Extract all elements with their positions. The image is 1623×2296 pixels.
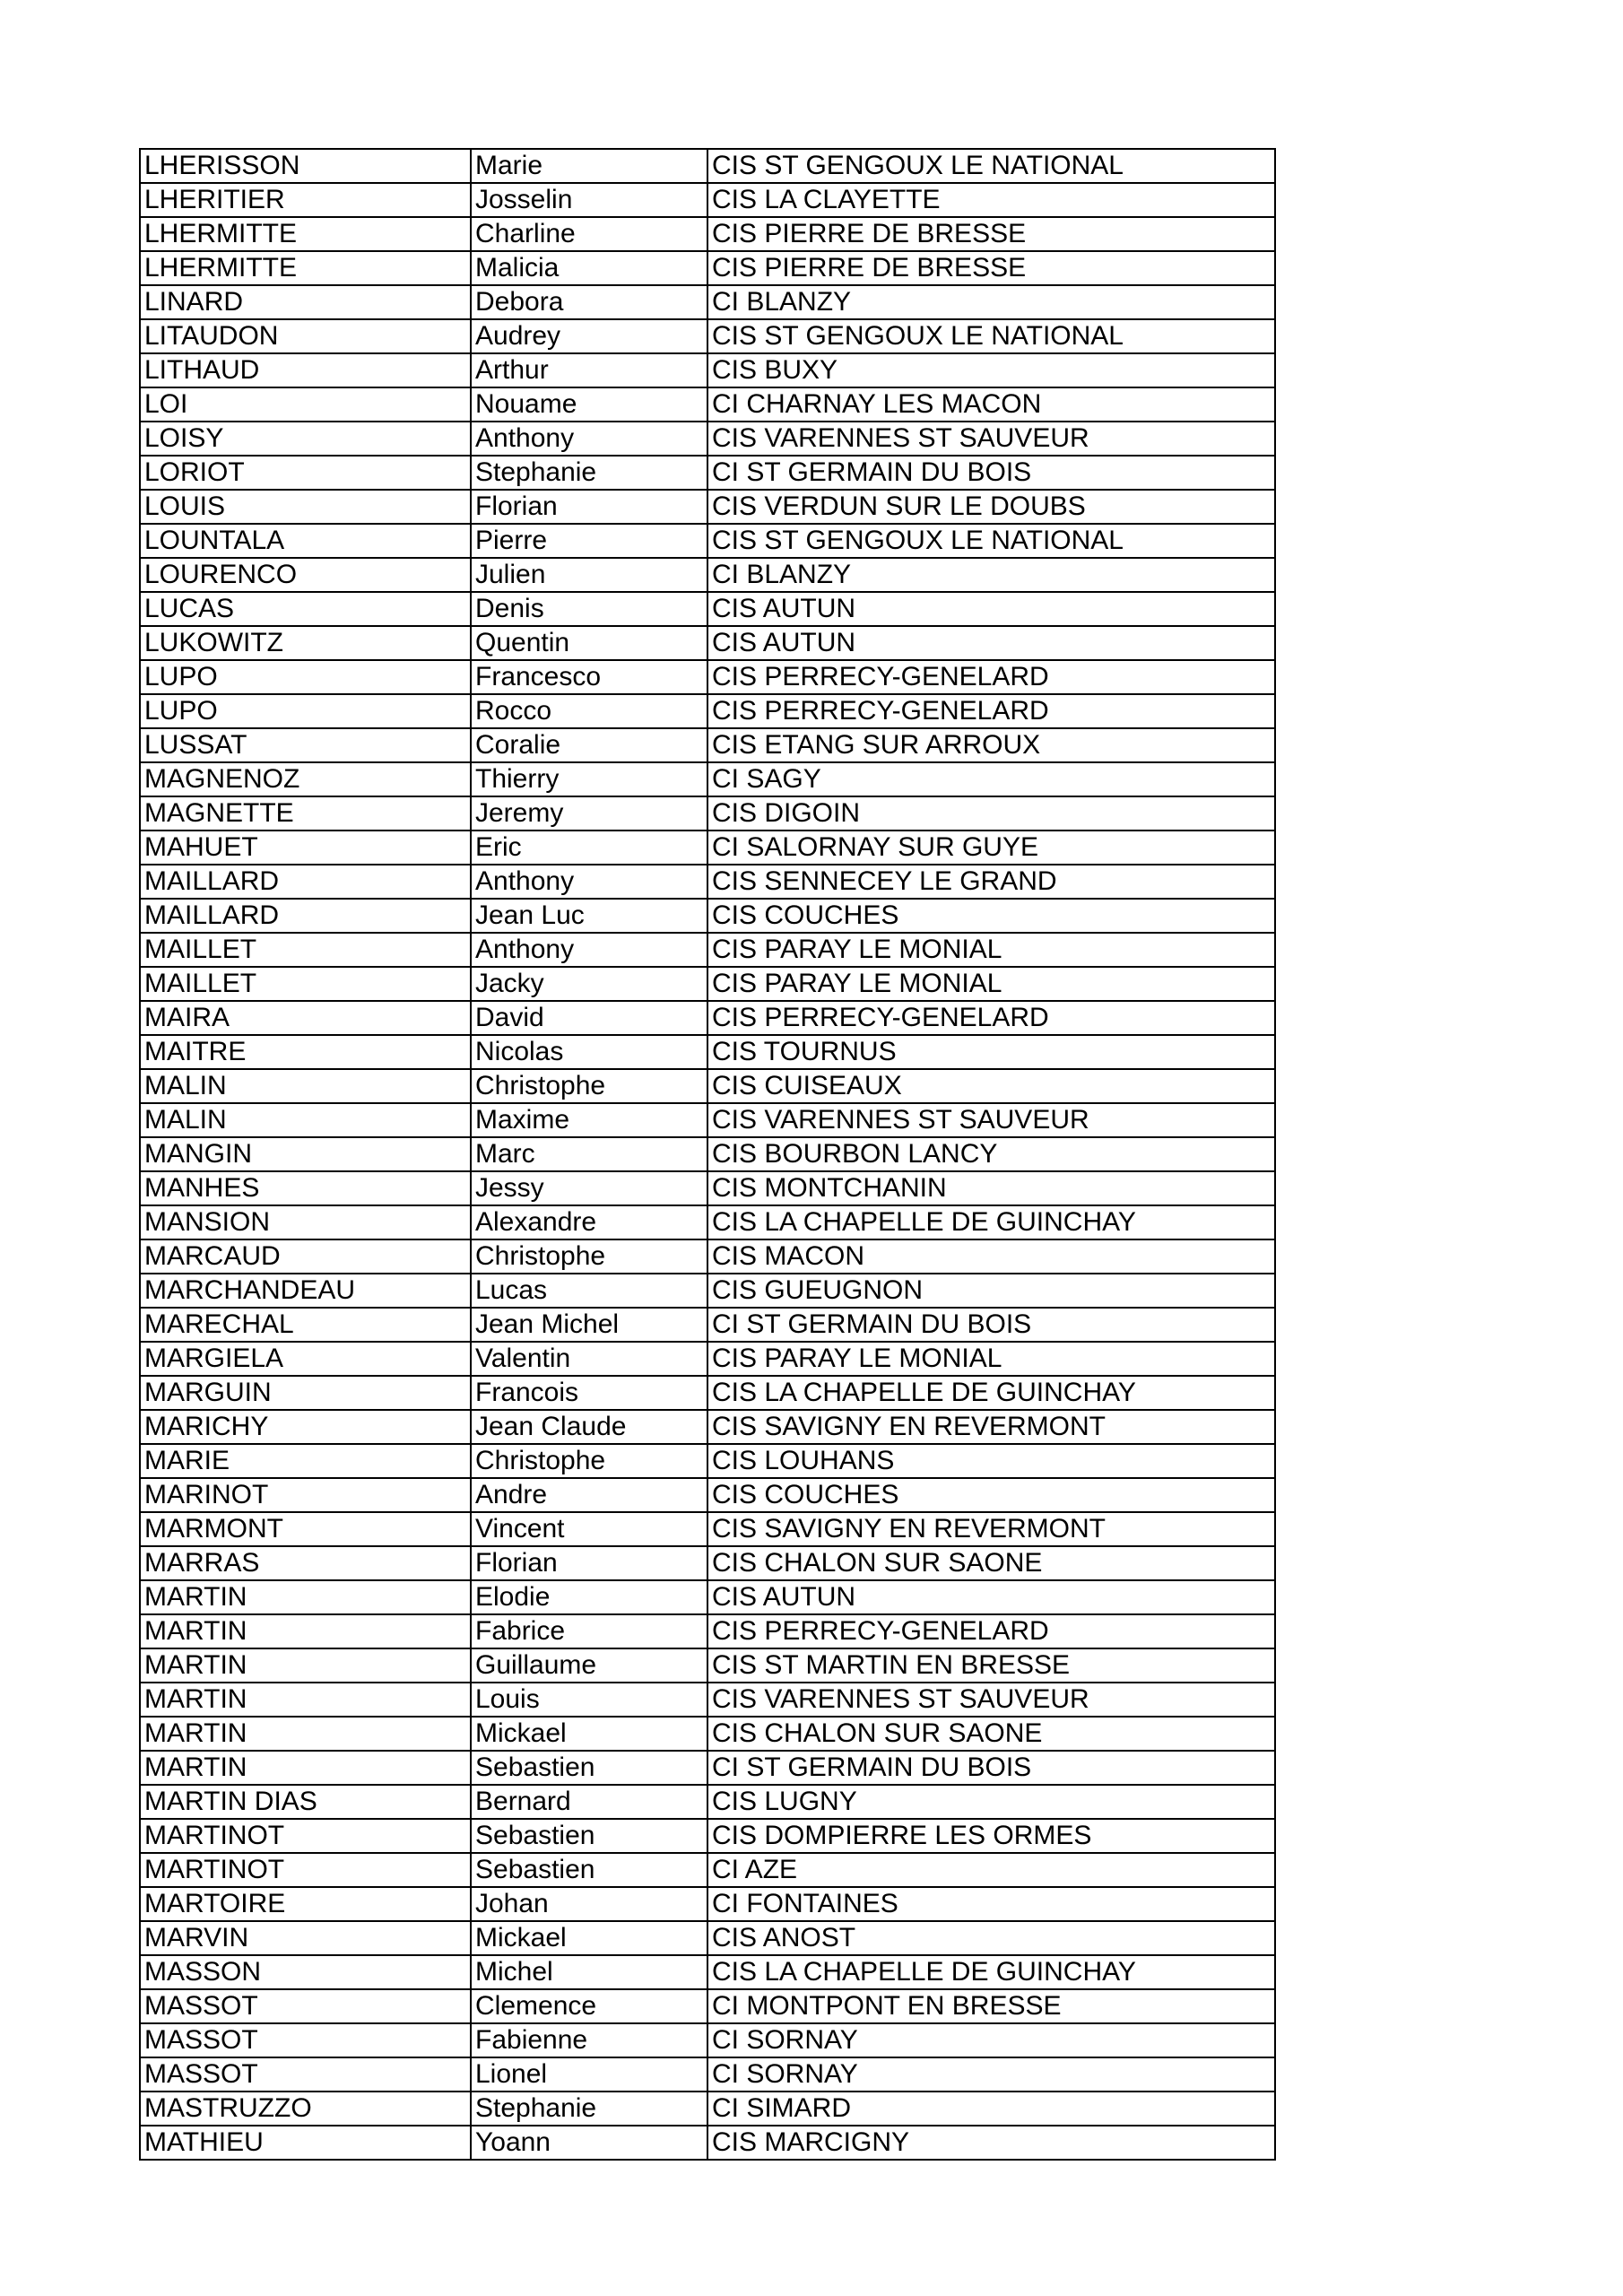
table-row [140,1001,1275,1035]
table-row [140,2092,1275,2126]
first-name-cell: Nouame [471,387,707,422]
fire-station-cell: CI SORNAY [707,2023,1275,2057]
table-row [140,1103,1275,1137]
last-name-cell: MARIE [140,1444,471,1478]
fire-station-cell: CI ST GERMAIN DU BOIS [707,1308,1275,1342]
first-name-cell: Stephanie [471,456,707,490]
last-name-cell: MAGNETTE [140,796,471,831]
last-name-cell: MARECHAL [140,1308,471,1342]
fire-station-cell: CI SALORNAY SUR GUYE [707,831,1275,865]
fire-station-cell: CIS AUTUN [707,1580,1275,1614]
fire-station-cell: CIS LA CHAPELLE DE GUINCHAY [707,1376,1275,1410]
first-name-cell: Sebastien [471,1751,707,1785]
fire-station-cell: CIS ST GENGOUX LE NATIONAL [707,149,1275,183]
table-row [140,353,1275,387]
first-name-cell: Christophe [471,1444,707,1478]
table-row [140,626,1275,660]
first-name-cell: Florian [471,1546,707,1580]
fire-station-cell: CIS PARAY LE MONIAL [707,1342,1275,1376]
first-name-cell: Jessy [471,1171,707,1205]
first-name-cell: Jeremy [471,796,707,831]
first-name-cell: Louis [471,1683,707,1717]
table-row [140,1410,1275,1444]
fire-station-cell: CI ST GERMAIN DU BOIS [707,1751,1275,1785]
last-name-cell: MATHIEU [140,2126,471,2160]
fire-station-cell: CIS CHALON SUR SAONE [707,1546,1275,1580]
fire-station-cell: CIS CHALON SUR SAONE [707,1717,1275,1751]
last-name-cell: LUSSAT [140,728,471,762]
first-name-cell: Marc [471,1137,707,1171]
last-name-cell: MARTINOT [140,1819,471,1853]
table-row [140,558,1275,592]
table-row [140,2023,1275,2057]
table-row [140,1955,1275,1989]
fire-station-cell: CIS AUTUN [707,592,1275,626]
first-name-cell: Lucas [471,1274,707,1308]
first-name-cell: Jean Claude [471,1410,707,1444]
first-name-cell: Quentin [471,626,707,660]
table-row [140,1171,1275,1205]
table-row [140,1853,1275,1887]
last-name-cell: MAGNENOZ [140,762,471,796]
first-name-cell: Christophe [471,1069,707,1103]
last-name-cell: LOISY [140,422,471,456]
fire-station-cell: CIS MONTCHANIN [707,1171,1275,1205]
last-name-cell: MAIRA [140,1001,471,1035]
table-row [140,1819,1275,1853]
table-row [140,1205,1275,1239]
fire-station-cell: CI CHARNAY LES MACON [707,387,1275,422]
table-row [140,387,1275,422]
last-name-cell: MANSION [140,1205,471,1239]
last-name-cell: MARTIN [140,1614,471,1648]
first-name-cell: Mickael [471,1717,707,1751]
last-name-cell: MAILLARD [140,899,471,933]
fire-station-cell: CI SORNAY [707,2057,1275,2092]
table-row [140,422,1275,456]
last-name-cell: MAILLET [140,967,471,1001]
table-row [140,183,1275,217]
fire-station-cell: CIS SENNECEY LE GRAND [707,865,1275,899]
first-name-cell: Jean Luc [471,899,707,933]
fire-station-cell: CIS ST MARTIN EN BRESSE [707,1648,1275,1683]
fire-station-cell: CIS DIGOIN [707,796,1275,831]
first-name-cell: Johan [471,1887,707,1921]
first-name-cell: Valentin [471,1342,707,1376]
first-name-cell: Rocco [471,694,707,728]
last-name-cell: MARTIN [140,1717,471,1751]
fire-station-cell: CI FONTAINES [707,1887,1275,1921]
first-name-cell: Michel [471,1955,707,1989]
last-name-cell: LHERMITTE [140,251,471,285]
last-name-cell: LHERISSON [140,149,471,183]
first-name-cell: Debora [471,285,707,319]
fire-station-cell: CIS PARAY LE MONIAL [707,967,1275,1001]
first-name-cell: Jacky [471,967,707,1001]
table-row [140,524,1275,558]
first-name-cell: Stephanie [471,2092,707,2126]
last-name-cell: MARICHY [140,1410,471,1444]
last-name-cell: MARCHANDEAU [140,1274,471,1308]
first-name-cell: Lionel [471,2057,707,2092]
table-row [140,967,1275,1001]
last-name-cell: MALIN [140,1069,471,1103]
first-name-cell: Arthur [471,353,707,387]
last-name-cell: LOUIS [140,490,471,524]
roster-table [139,148,1276,2161]
first-name-cell: Maxime [471,1103,707,1137]
roster-body [140,149,1275,2160]
table-row [140,490,1275,524]
last-name-cell: MARINOT [140,1478,471,1512]
fire-station-cell: CIS SAVIGNY EN REVERMONT [707,1410,1275,1444]
first-name-cell: Anthony [471,422,707,456]
fire-station-cell: CIS ANOST [707,1921,1275,1955]
table-row [140,1239,1275,1274]
table-row [140,1614,1275,1648]
fire-station-cell: CIS SAVIGNY EN REVERMONT [707,1512,1275,1546]
first-name-cell: Charline [471,217,707,251]
last-name-cell: MARRAS [140,1546,471,1580]
first-name-cell: Marie [471,149,707,183]
fire-station-cell: CIS MACON [707,1239,1275,1274]
first-name-cell: Thierry [471,762,707,796]
first-name-cell: Alexandre [471,1205,707,1239]
table-row [140,456,1275,490]
last-name-cell: MASTRUZZO [140,2092,471,2126]
first-name-cell: Guillaume [471,1648,707,1683]
last-name-cell: MARTIN [140,1648,471,1683]
last-name-cell: LOUNTALA [140,524,471,558]
first-name-cell: Eric [471,831,707,865]
fire-station-cell: CIS CUISEAUX [707,1069,1275,1103]
fire-station-cell: CIS MARCIGNY [707,2126,1275,2160]
last-name-cell: MARTIN [140,1580,471,1614]
first-name-cell: Coralie [471,728,707,762]
fire-station-cell: CIS LA CLAYETTE [707,183,1275,217]
last-name-cell: MARMONT [140,1512,471,1546]
fire-station-cell: CIS TOURNUS [707,1035,1275,1069]
table-row [140,660,1275,694]
table-row [140,1751,1275,1785]
last-name-cell: LUPO [140,660,471,694]
first-name-cell: Yoann [471,2126,707,2160]
fire-station-cell: CI SIMARD [707,2092,1275,2126]
fire-station-cell: CIS LUGNY [707,1785,1275,1819]
first-name-cell: Elodie [471,1580,707,1614]
last-name-cell: LOI [140,387,471,422]
fire-station-cell: CIS PARAY LE MONIAL [707,933,1275,967]
fire-station-cell: CI SAGY [707,762,1275,796]
last-name-cell: LUPO [140,694,471,728]
table-row [140,285,1275,319]
table-row [140,933,1275,967]
fire-station-cell: CIS VERDUN SUR LE DOUBS [707,490,1275,524]
last-name-cell: LHERMITTE [140,217,471,251]
first-name-cell: Josselin [471,183,707,217]
first-name-cell: Christophe [471,1239,707,1274]
table-row [140,728,1275,762]
fire-station-cell: CIS GUEUGNON [707,1274,1275,1308]
first-name-cell: Andre [471,1478,707,1512]
last-name-cell: MASSOT [140,1989,471,2023]
fire-station-cell: CIS VARENNES ST SAUVEUR [707,422,1275,456]
first-name-cell: Julien [471,558,707,592]
last-name-cell: MAITRE [140,1035,471,1069]
first-name-cell: Mickael [471,1921,707,1955]
fire-station-cell: CIS COUCHES [707,1478,1275,1512]
last-name-cell: LHERITIER [140,183,471,217]
last-name-cell: MAILLET [140,933,471,967]
fire-station-cell: CIS LA CHAPELLE DE GUINCHAY [707,1955,1275,1989]
first-name-cell: Francesco [471,660,707,694]
table-row [140,1274,1275,1308]
first-name-cell: Anthony [471,865,707,899]
fire-station-cell: CIS ST GENGOUX LE NATIONAL [707,319,1275,353]
table-row [140,1683,1275,1717]
first-name-cell: Sebastien [471,1819,707,1853]
last-name-cell: MALIN [140,1103,471,1137]
first-name-cell: Malicia [471,251,707,285]
table-row [140,1887,1275,1921]
last-name-cell: MARTOIRE [140,1887,471,1921]
first-name-cell: Vincent [471,1512,707,1546]
last-name-cell: MANHES [140,1171,471,1205]
last-name-cell: MARVIN [140,1921,471,1955]
table-row [140,865,1275,899]
last-name-cell: MARTIN [140,1683,471,1717]
last-name-cell: MARCAUD [140,1239,471,1274]
fire-station-cell: CIS PERRECY-GENELARD [707,1614,1275,1648]
last-name-cell: MARTINOT [140,1853,471,1887]
first-name-cell: Florian [471,490,707,524]
first-name-cell: Jean Michel [471,1308,707,1342]
table-row [140,149,1275,183]
table-row [140,899,1275,933]
last-name-cell: MASSON [140,1955,471,1989]
first-name-cell: Fabrice [471,1614,707,1648]
table-row [140,592,1275,626]
fire-station-cell: CIS PERRECY-GENELARD [707,660,1275,694]
table-row [140,1785,1275,1819]
last-name-cell: LOURENCO [140,558,471,592]
table-row [140,1717,1275,1751]
table-row [140,1921,1275,1955]
fire-station-cell: CIS PIERRE DE BRESSE [707,217,1275,251]
last-name-cell: LINARD [140,285,471,319]
first-name-cell: Sebastien [471,1853,707,1887]
table-row [140,1444,1275,1478]
first-name-cell: Anthony [471,933,707,967]
table-row [140,2126,1275,2160]
last-name-cell: MASSOT [140,2057,471,2092]
fire-station-cell: CIS COUCHES [707,899,1275,933]
last-name-cell: LITAUDON [140,319,471,353]
first-name-cell: David [471,1001,707,1035]
table-row [140,1648,1275,1683]
last-name-cell: LUKOWITZ [140,626,471,660]
fire-station-cell: CIS PERRECY-GENELARD [707,694,1275,728]
table-row [140,1546,1275,1580]
fire-station-cell: CIS AUTUN [707,626,1275,660]
table-row [140,1035,1275,1069]
last-name-cell: LORIOT [140,456,471,490]
fire-station-cell: CIS PIERRE DE BRESSE [707,251,1275,285]
first-name-cell: Denis [471,592,707,626]
table-row [140,319,1275,353]
last-name-cell: MARTIN DIAS [140,1785,471,1819]
fire-station-cell: CIS ETANG SUR ARROUX [707,728,1275,762]
first-name-cell: Nicolas [471,1035,707,1069]
first-name-cell: Bernard [471,1785,707,1819]
table-row [140,796,1275,831]
fire-station-cell: CIS ST GENGOUX LE NATIONAL [707,524,1275,558]
fire-station-cell: CIS PERRECY-GENELARD [707,1001,1275,1035]
fire-station-cell: CI BLANZY [707,558,1275,592]
first-name-cell: Pierre [471,524,707,558]
table-row [140,251,1275,285]
last-name-cell: MARGUIN [140,1376,471,1410]
fire-station-cell: CI ST GERMAIN DU BOIS [707,456,1275,490]
table-row [140,1376,1275,1410]
first-name-cell: Fabienne [471,2023,707,2057]
fire-station-cell: CIS VARENNES ST SAUVEUR [707,1103,1275,1137]
last-name-cell: MASSOT [140,2023,471,2057]
last-name-cell: MARTIN [140,1751,471,1785]
last-name-cell: MARGIELA [140,1342,471,1376]
table-row [140,831,1275,865]
last-name-cell: LITHAUD [140,353,471,387]
table-row [140,1989,1275,2023]
fire-station-cell: CIS VARENNES ST SAUVEUR [707,1683,1275,1717]
table-row [140,762,1275,796]
table-row [140,1342,1275,1376]
last-name-cell: LUCAS [140,592,471,626]
table-row [140,1580,1275,1614]
table-row [140,1137,1275,1171]
table-row [140,1308,1275,1342]
last-name-cell: MAHUET [140,831,471,865]
fire-station-cell: CIS BUXY [707,353,1275,387]
fire-station-cell: CIS DOMPIERRE LES ORMES [707,1819,1275,1853]
last-name-cell: MAILLARD [140,865,471,899]
fire-station-cell: CI AZE [707,1853,1275,1887]
table-row [140,694,1275,728]
table-row [140,217,1275,251]
first-name-cell: Audrey [471,319,707,353]
fire-station-cell: CI MONTPONT EN BRESSE [707,1989,1275,2023]
last-name-cell: MANGIN [140,1137,471,1171]
table-row [140,2057,1275,2092]
table-row [140,1478,1275,1512]
fire-station-cell: CIS LA CHAPELLE DE GUINCHAY [707,1205,1275,1239]
fire-station-cell: CIS BOURBON LANCY [707,1137,1275,1171]
table-row [140,1069,1275,1103]
fire-station-cell: CIS LOUHANS [707,1444,1275,1478]
fire-station-cell: CI BLANZY [707,285,1275,319]
first-name-cell: Francois [471,1376,707,1410]
first-name-cell: Clemence [471,1989,707,2023]
table-row [140,1512,1275,1546]
